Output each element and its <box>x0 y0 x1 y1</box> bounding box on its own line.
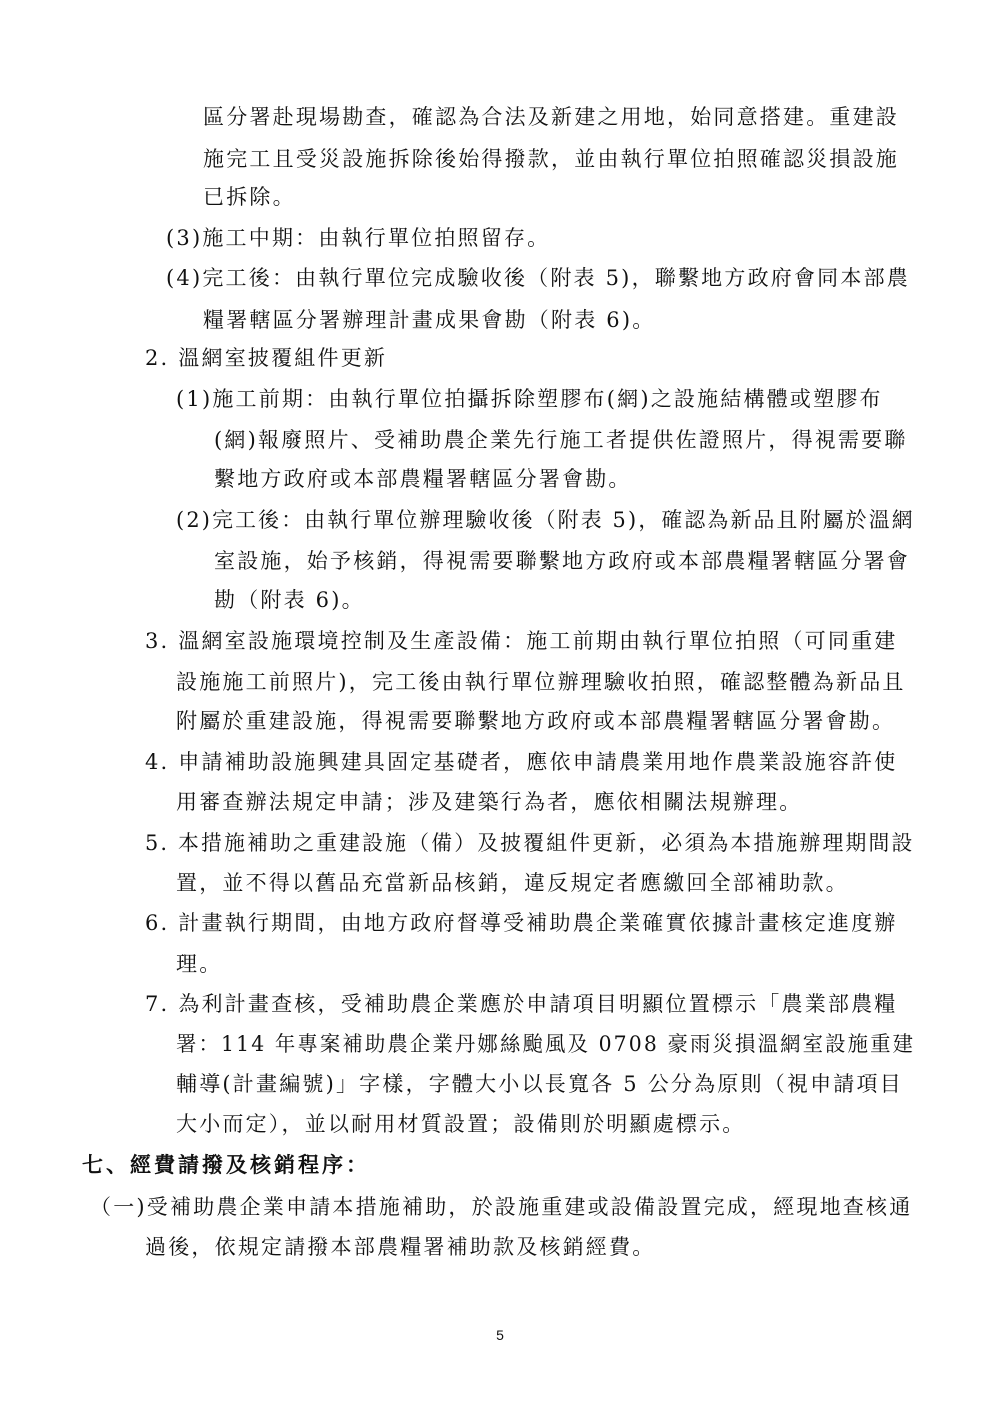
text-line: （一)受補助農企業申請本措施補助，於設施重建或設備設置完成，經現地查核通 <box>90 1195 913 1219</box>
text-line: 大小而定），並以耐用材質設置；設備則於明顯處標示。 <box>176 1112 746 1136</box>
text-line: 輔導(計畫編號)」字樣，字體大小以長寬各 5 公分為原則（視申請項目 <box>176 1072 903 1096</box>
text-line: (網)報廢照片、受補助農企業先行施工者提供佐證照片，得視需要聯 <box>214 428 908 452</box>
text-line: 7. 為利計畫查核，受補助農企業應於申請項目明顯位置標示「農業部農糧 <box>145 992 898 1016</box>
text-line: (1)施工前期：由執行單位拍攝拆除塑膠布(網)之設施結構體或塑膠布 <box>176 387 883 411</box>
text-line: 用審查辦法規定申請；涉及建築行為者，應依相關法規辦理。 <box>176 790 803 814</box>
text-line: 勘（附表 6)。 <box>214 588 365 612</box>
chapter-heading: 七、經費請撥及核銷程序： <box>82 1153 370 1177</box>
text-line: (3)施工中期：由執行單位拍照留存。 <box>166 226 551 250</box>
text-line: 附屬於重建設施，得視需要聯繫地方政府或本部農糧署轄區分署會勘。 <box>176 709 896 733</box>
text-line: 4. 申請補助設施興建具固定基礎者，應依申請農業用地作農業設施容許使 <box>145 750 898 774</box>
section-title: 2. 溫網室披覆組件更新 <box>145 346 388 370</box>
text-line: 過後，依規定請撥本部農糧署補助款及核銷經費。 <box>145 1235 656 1259</box>
text-line: 糧署轄區分署辦理計畫成果會勘（附表 6)。 <box>203 308 656 332</box>
text-line: 室設施，始予核銷，得視需要聯繫地方政府或本部農糧署轄區分署會 <box>214 549 910 573</box>
text-line: 理。 <box>176 952 223 976</box>
text-line: 已拆除。 <box>203 185 296 209</box>
text-line: (2)完工後：由執行單位辦理驗收後（附表 5)，確認為新品且附屬於溫網 <box>176 508 915 532</box>
text-line: (4)完工後：由執行單位完成驗收後（附表 5)，聯繫地方政府會同本部農 <box>166 266 910 290</box>
text-line: 置，並不得以舊品充當新品核銷，違反規定者應繳回全部補助款。 <box>176 871 849 895</box>
text-line: 繫地方政府或本部農糧署轄區分署會勘。 <box>214 467 632 491</box>
text-line: 3. 溫網室設施環境控制及生產設備：施工前期由執行單位拍照（可同重建 <box>145 629 898 653</box>
text-line: 施完工且受災設施拆除後始得撥款，並由執行單位拍照確認災損設施 <box>203 147 899 171</box>
page-number: 5 <box>496 1327 504 1343</box>
text-line: 6. 計畫執行期間，由地方政府督導受補助農企業確實依據計畫核定進度辦 <box>145 911 898 935</box>
text-line: 設施施工前照片)，完工後由執行單位辦理驗收拍照，確認整體為新品且 <box>176 670 906 694</box>
text-line: 署：114 年專案補助農企業丹娜絲颱風及 0708 豪雨災損溫網室設施重建 <box>176 1032 916 1056</box>
text-line: 5. 本措施補助之重建設施（備）及披覆組件更新，必須為本措施辦理期間設 <box>145 831 915 855</box>
text-line: 區分署赴現場勘查，確認為合法及新建之用地，始同意搭建。重建設 <box>203 105 899 129</box>
